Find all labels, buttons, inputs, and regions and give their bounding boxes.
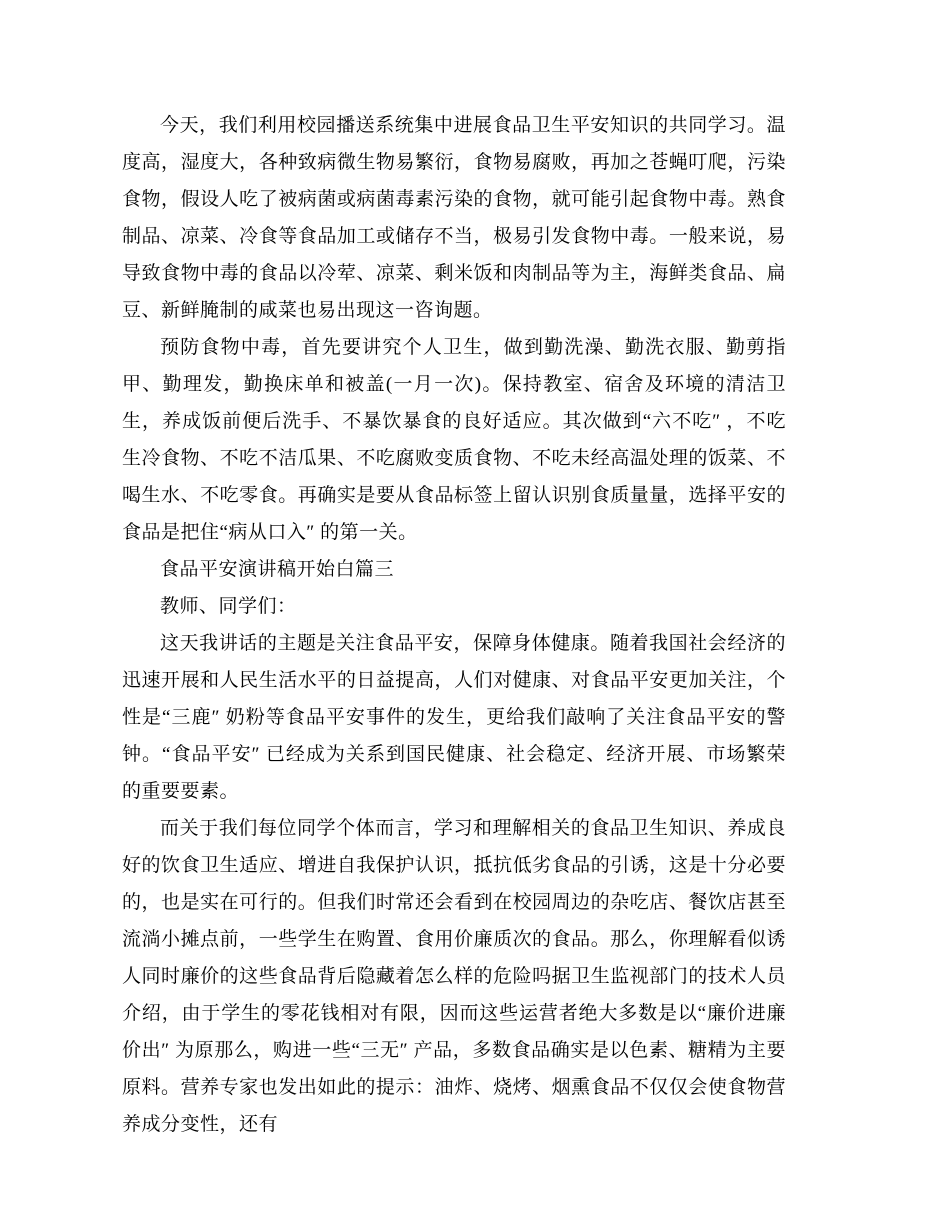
document-body	[122, 107, 786, 1143]
paragraph-student-food-hygiene: 而关于我们每位同学个体而言，学习和理解相关的食品卫生知识、养成良好的饮食卫生适应、增进自我保护认识，抵抗低劣食品的引诱，这是十分必要的，也是实在可行的。但我们时常还会看到在校园周边的杂吃店、餐饮店甚至流淌小摊点前，一些学生在购置、食用价廉质次的食品。那么，你理解看似诱人同时廉价的这些食品背后隐藏着怎么样的危险吗据卫生监视部门的技术人员介绍，由于学生的零花钱相对有限，因而这些运营者绝大多数是以“廉价进廉价出″ 为原那么，购进一些“三无″ 产品，多数食品确实是以色素、糖精为主要原料。营养专家也发出如此的提示：油炸、烧烤、烟熏食品不仅仅会使食物营养成分变性，还有	[122, 818, 786, 1135]
paragraph-speech-theme: 这天我讲话的主题是关注食品平安，保障身体健康。随着我国社会经济的迅速开展和人民生活水平的日益提高，人们对健康、对食品平安更加关注，个性是“三鹿″ 奶粉等食品平安事件的发生，更给我们敲响了关注食品平安的警钟。“食品平安″ 已经成为关系到国民健康、社会稳定、经济开展、市场繁荣的重要要素。	[122, 633, 786, 802]
paragraph-poisoning-prevention: 预防食物中毒，首先要讲究个人卫生，做到勤洗澡、勤洗衣服、勤剪指甲、勤理发，勤换床单和被盖(一月一次)。保持教室、宿舍及环境的清洁卫生，养成饭前便后洗手、不暴饮暴食的良好适应。其次做到“六不吃″ ，不吃生冷食物、不吃不洁瓜果、不吃腐败变质食物、不吃未经高温处理的饭菜、不喝生水、不吃零食。再确实是要从食品标签上留认识别食质量量，选择平安的食品是把住“病从口入″ 的第一关。	[122, 337, 786, 543]
paragraph-food-safety-intro: 今天，我们利用校园播送系统集中进展食品卫生平安知识的共同学习。温度高，湿度大，各种致病微生物易繁衍，食物易腐败，再加之苍蝇叮爬，污染食物，假设人吃了被病菌或病菌毒素污染的食物，就可能引起食物中毒。熟食制品、凉菜、冷食等食品加工或储存不当，极易引发食物中毒。一般来说，易导致食物中毒的食品以冷荤、凉菜、剩米饭和肉制品等为主，海鲜类食品、扁豆、新鲜腌制的咸菜也易出现这一咨询题。	[122, 115, 786, 321]
paragraph-speech-section-title: 食品平安演讲稿开始白篇三	[160, 559, 395, 580]
paragraph-salutation: 教师、同学们：	[160, 596, 297, 617]
